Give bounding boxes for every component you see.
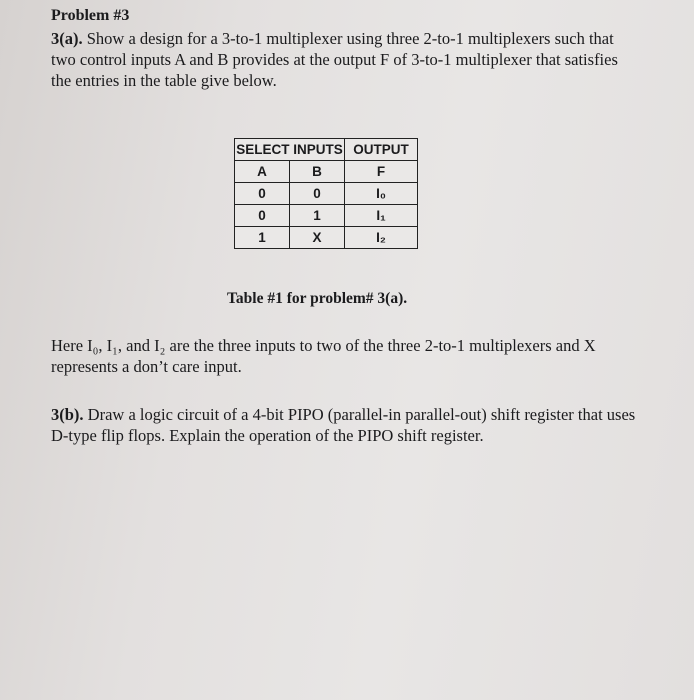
table-header-row <box>235 139 418 161</box>
table-row <box>235 183 418 205</box>
truth-table <box>234 138 418 249</box>
cell-b: 0 <box>290 183 345 205</box>
col-b-header: B <box>290 161 345 183</box>
cell-a: 0 <box>235 205 290 227</box>
question-3b-text: Draw a logic circuit of a 4-bit PIPO (parallel-in parallel-out) shift register that uses D-type flip flops. Explain the operation of the PIPO shift register. <box>51 405 636 445</box>
question-3a <box>51 28 636 91</box>
header-select-inputs: SELECT INPUTS <box>235 139 345 161</box>
cell-f: I₀ <box>345 183 418 205</box>
cell-f: I₂ <box>345 227 418 249</box>
header-output: OUTPUT <box>345 139 418 161</box>
col-f-header: F <box>345 161 418 183</box>
table-row <box>235 227 418 249</box>
table-row <box>235 205 418 227</box>
cell-a: 1 <box>235 227 290 249</box>
cell-f: I₁ <box>345 205 418 227</box>
cell-a: 0 <box>235 183 290 205</box>
question-3a-label: 3(a). <box>51 29 83 48</box>
table-caption: Table #1 for problem# 3(a). <box>227 290 408 307</box>
problem-title: Problem #3 <box>51 7 130 24</box>
question-3b <box>51 404 636 446</box>
question-3a-text: Show a design for a 3-to-1 multiplexer using three 2-to-1 multiplexers such that two control inputs A and B provides at the output F of 3-to-1 multiplexer that satisfies the entries in the table give below. <box>51 29 618 90</box>
cell-b: X <box>290 227 345 249</box>
question-3b-label: 3(b). <box>51 405 84 424</box>
table-subheader-row <box>235 161 418 183</box>
inputs-explanation: Here I₀, I₁, and I₂ are the three inputs to two of the three 2-to-1 multiplexers and X represents a don’t care input. <box>51 336 596 376</box>
col-a-header: A <box>235 161 290 183</box>
cell-b: 1 <box>290 205 345 227</box>
